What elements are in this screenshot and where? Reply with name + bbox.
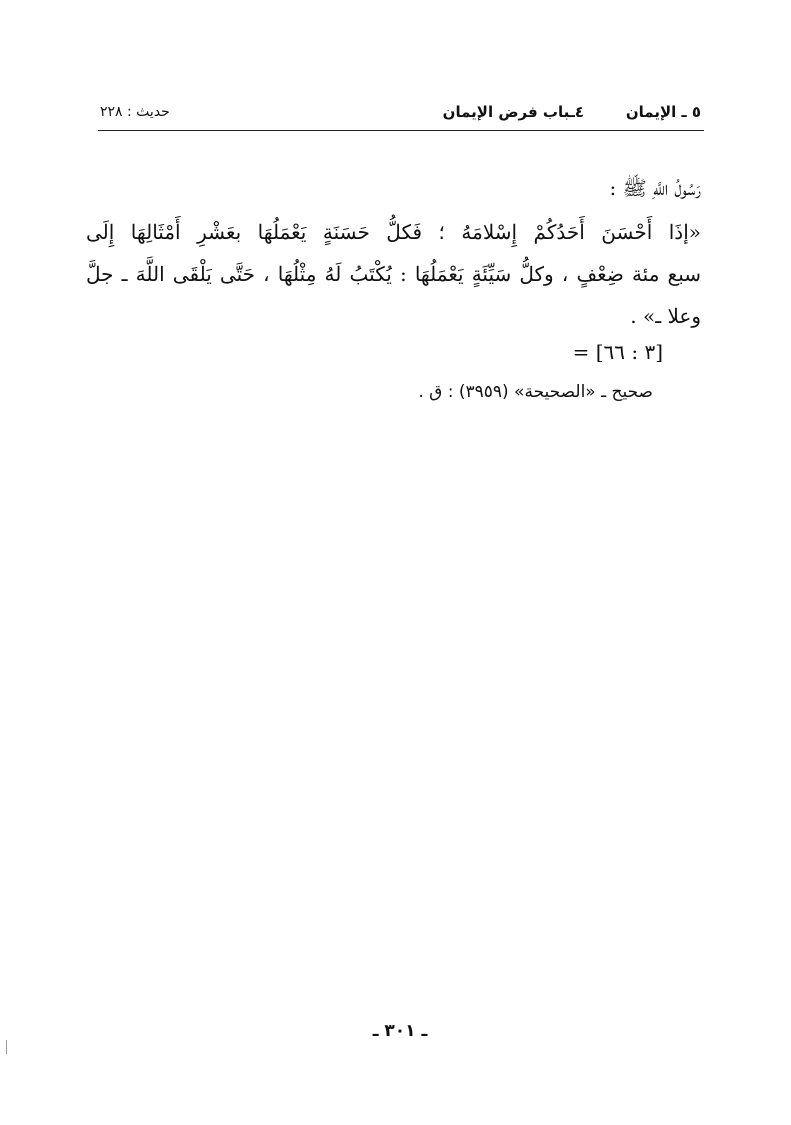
header-divider bbox=[98, 130, 704, 131]
scan-artifact bbox=[6, 1040, 7, 1054]
section-title: ٤ـباب فرض الإيمان bbox=[442, 103, 584, 121]
cross-reference: = [٣ : ٦٦] bbox=[572, 340, 663, 364]
hadith-number: حديث : ٢٢٨ bbox=[100, 104, 170, 120]
hadith-grade: صحيح ـ «الصحيحة» (٣٩٥٩) : ق . bbox=[418, 382, 653, 402]
text-line-1: رَسُولُ اللَّهِ ﷺ : bbox=[609, 176, 701, 200]
chapter-title: ٥ ـ الإيمان bbox=[625, 103, 701, 121]
text-line-3: سبع مئة ضِعْفٍ ، وكلُّ سَيِّئَةٍ يَعْمَلُهَا : يُكْتَبُ لَهُ مِثْلُهَا ، حَتَّى يَلْقَى اللَّهَ ـ جلَّ bbox=[86, 262, 701, 286]
text-line-2: «إذَا أَحْسَنَ أَحَدُكُمْ إِسْلامَهُ ؛ فَكلُّ حَسَنَةٍ يَعْمَلُهَا بعَشْرِ أَمْثَالِهَا إِلَى bbox=[86, 220, 701, 244]
text-line-4: وعلا ـ» . bbox=[630, 304, 701, 328]
page-number: ـ ٣٠١ ـ bbox=[372, 1021, 428, 1041]
